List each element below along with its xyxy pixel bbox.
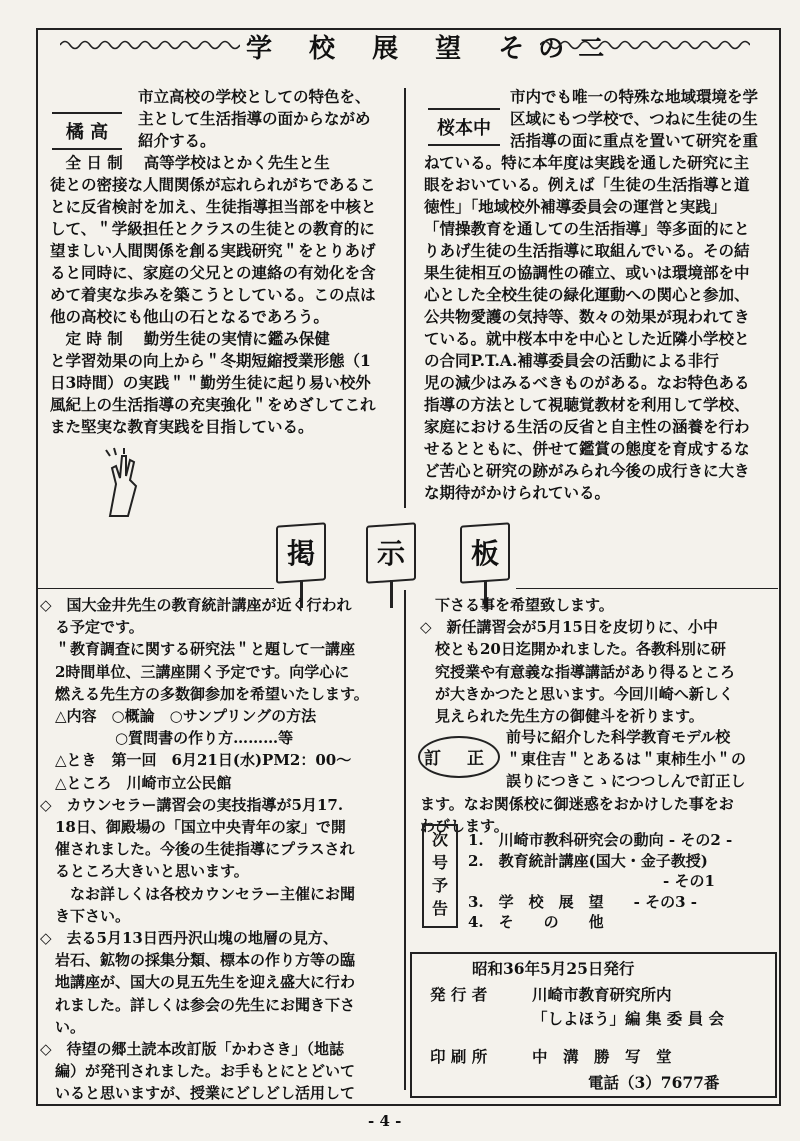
- notice-line: △内容 ○概論 ○サンプリングの方法: [40, 707, 317, 726]
- publisher-label: 発 行 者: [430, 985, 488, 1004]
- column-divider-bottom: [404, 590, 406, 1090]
- board-char-3: 板: [470, 537, 499, 570]
- left-article-line: めて着実な歩みを築こうとしている。この点は: [50, 285, 376, 304]
- notice-line: △とき 第一回 6月21日(水)PM2：00〜: [40, 751, 352, 770]
- issue-date: 昭和36年5月25日発行: [472, 959, 635, 978]
- right-article-body: [424, 86, 758, 504]
- left-article-line: また堅実な教育実践を目指している。: [50, 417, 314, 436]
- notice-line: 校とも20日迄開かれました。各教科別に研: [420, 640, 726, 659]
- next-issue-item: 2. 教育統計講座(国大・金子教授): [468, 851, 708, 870]
- next-issue-item: - その1: [468, 872, 715, 890]
- notice-line: 岩石、鉱物の採集分類、標本の作り方等の臨: [40, 951, 356, 970]
- next-issue-label: [422, 824, 458, 928]
- right-article-line: りあげ生徒の生活指導に取組んでいる。その結: [424, 241, 750, 260]
- right-article-label: 桜本中: [428, 108, 500, 146]
- left-article-line: とに反省検討を加え、生徒指導担当部を中核と: [50, 197, 377, 216]
- right-article-line: 家庭における生活の反省と自主性の涵養を行わ: [424, 417, 750, 436]
- page-number: - 4 -: [368, 1112, 402, 1130]
- printer-name: 中 溝 勝 写 堂: [532, 1047, 672, 1066]
- notice-line: ◇ 去る5月13日西丹沢山塊の地層の見方、: [40, 929, 338, 948]
- right-article-line: ている。就中桜本中を中心とした近隣小学校と: [424, 329, 750, 348]
- right-article-line: 活指導の面に重点を置いて研究を重: [510, 131, 759, 150]
- notice-line: いると思いますが、授業にどしどし活用して: [40, 1084, 356, 1103]
- notices-right-body: [420, 594, 735, 727]
- notice-line: ◇ カウンセラー講習会の実技指導が5月17.: [40, 795, 344, 814]
- notice-line: 究授業や有意義な指導講話があり得るところ: [420, 662, 736, 681]
- right-article-line: 指導の方法として視聴覚教材を利用して学校、: [424, 395, 750, 414]
- next-issue-item: 4. そ の 他: [468, 913, 604, 931]
- right-article-line: ど苦心と研究の跡がみられ今後の成行きに大き: [424, 461, 750, 480]
- next-issue-label-char: 予: [431, 876, 448, 895]
- next-issue-label-char: 告: [431, 899, 448, 918]
- correction-line: 誤りにつきこゝにつつしんで訂正し: [506, 772, 746, 791]
- correction-body: [420, 726, 746, 837]
- notice-line: ＂教育調査に関する研究法＂と題して一講座: [40, 640, 356, 659]
- notice-line: が大きかつたと思います。今回川崎へ新しく: [420, 684, 734, 703]
- notices-left-body: [40, 594, 369, 1105]
- correction-label: 訂 正: [418, 736, 500, 778]
- header-ornament-left: [60, 38, 240, 52]
- correction-line: 前号に紹介した科学教育モデル校: [506, 728, 731, 746]
- notice-line: 下さる事を希望致します。: [420, 596, 614, 614]
- left-article-label: 橘 高: [52, 112, 122, 150]
- right-article-line: せるとともに、併せて鑑賞の態度を育成するな: [424, 439, 750, 458]
- right-article-line: な期待がかけられている。: [424, 483, 611, 502]
- next-issue-item: 3. 学 校 展 望 - その3 -: [468, 892, 697, 911]
- notice-line: 編）が発刊されました。お手もとにとどいて: [40, 1062, 356, 1081]
- board-char-2: 示: [376, 537, 405, 570]
- notice-line: 催されました。今後の生徒指導にプラスされ: [40, 840, 355, 859]
- left-article-line: 風紀上の生活指導の充実強化＂をめざしてこれ: [50, 395, 376, 414]
- notice-line: れました。詳しくは参会の先生にお聞き下さ: [40, 995, 356, 1014]
- left-article-line: 市立高校の学校としての特色を、: [138, 87, 371, 106]
- left-article-line: 徒との密接な人間関係が忘れられがちであるこ: [50, 175, 376, 194]
- right-article-line: ねている。特に本年度は実践を通した研究に主: [424, 153, 750, 172]
- column-divider-top: [404, 88, 406, 508]
- correction-line: わびします。: [420, 816, 509, 835]
- next-issue-item: 1. 川崎市教科研究会の動向 - その2 -: [468, 831, 733, 849]
- notice-line: なお詳しくは各校カウンセラー主催にお聞: [40, 884, 356, 903]
- colophon-box: [410, 952, 777, 1098]
- right-article-line: 「情操教育を通しての生活指導」等多面的にと: [424, 219, 750, 238]
- right-article-line: 児の減少はみるべきものがある。なお特色ある: [424, 373, 750, 392]
- right-article-line: 区域にもつ学校で、つねに生徒の生: [510, 109, 758, 128]
- board-rule-left: [38, 588, 274, 589]
- notice-line: 2時間単位、三講座開く予定です。向学心に: [40, 662, 350, 681]
- header-ornament-right: [540, 38, 750, 52]
- notice-line: 18日、御殿場の「国立中央青年の家」で開: [40, 818, 346, 837]
- left-article-line: と学習効果の向上から＂冬期短縮授業形態（1: [50, 351, 371, 370]
- correction-line: ＂東住吉＂とあるは＂東柿生小＂の: [506, 750, 747, 769]
- right-article-line: 公共物愛護の気持等、数々の効果が現われてき: [424, 307, 750, 326]
- correction-line: ます。なお関係校に御迷惑をおかけした事をお: [420, 794, 734, 813]
- notice-line: い。: [40, 1017, 86, 1036]
- right-article-line: 市内でも唯一の特殊な地域環境を学: [510, 87, 759, 106]
- notice-line: 見えられた先生方の御健斗を祈ります。: [420, 707, 704, 726]
- notice-line: き下さい。: [40, 906, 131, 925]
- left-article-line: 他の高校にも他山の石となるであろう。: [50, 307, 329, 326]
- notice-line: △ところ 川崎市立公民館: [40, 773, 232, 792]
- notice-line: ◇ 新任講習会が5月15日を皮切りに、小中: [420, 618, 718, 637]
- next-issue-label-char: 号: [431, 853, 448, 872]
- notice-line: ○質問書の作り方………等: [40, 729, 294, 748]
- notice-line: ◇ 国大金井先生の教育統計講座が近く行われ: [40, 596, 352, 614]
- board-char-1: 掲: [286, 537, 315, 570]
- left-article-line: 主として生活指導の面からながめ: [138, 109, 371, 128]
- printer-phone: 電話（3）7677番: [588, 1073, 720, 1092]
- right-article-line: 果生徒相互の協調性の確立、或いは環境部を中: [424, 263, 750, 282]
- left-article-line: 定 時 制 勤労生徒の実情に鑑み保健: [50, 329, 330, 348]
- left-article-body: [50, 86, 376, 438]
- notice-line: る予定です。: [40, 618, 144, 637]
- page-title: 学 校 展 望 その二: [246, 34, 619, 64]
- next-issue-label-char: 次: [431, 830, 448, 849]
- hand-pointing-icon: [98, 446, 144, 520]
- right-article-line: 心とした全校生徒の緑化運動への関心と参加、: [424, 285, 750, 304]
- left-article-line: ると同時に、家庭の父兄との連絡の有効化を含: [50, 263, 376, 282]
- left-article-line: 日3時間）の実践＂＂勤労生徒に起り易い校外: [50, 373, 371, 392]
- board-rule-right: [516, 588, 778, 589]
- next-issue-list: [468, 830, 732, 933]
- right-article-line: 徳性」「地域校外補導委員会の運営と実践」: [424, 197, 727, 216]
- printer-label: 印 刷 所: [430, 1047, 488, 1066]
- board-pole-2: [390, 580, 393, 608]
- left-article-line: 全 日 制 高等学校はとかく先生と生: [50, 153, 330, 172]
- notice-line: 燃える先生方の多数御参加を希望いたします。: [40, 684, 369, 703]
- notice-line: ◇ 待望の郷土読本改訂版「かわさき」（地誌: [40, 1040, 345, 1059]
- left-article-line: 望ましい人間関係を創る実践研究＂をとりあげ: [50, 241, 376, 260]
- left-article-line: して、＂学級担任とクラスの生徒との教育的に: [50, 219, 375, 238]
- publisher-org: 川崎市教育研究所内: [532, 985, 672, 1004]
- notice-line: るところ大きいと思います。: [40, 862, 249, 881]
- right-article-line: の合同P.T.A.補導委員会の活動による非行: [424, 351, 719, 370]
- notice-line: 地講座が、国大の見五先生を迎え盛大に行わ: [40, 973, 356, 992]
- left-article-line: 紹介する。: [138, 131, 216, 150]
- publisher-committee: 「しよほう」編 集 委 員 会: [532, 1009, 725, 1028]
- right-article-line: 眼をおいている。例えば「生徒の生活指導と道: [424, 175, 750, 194]
